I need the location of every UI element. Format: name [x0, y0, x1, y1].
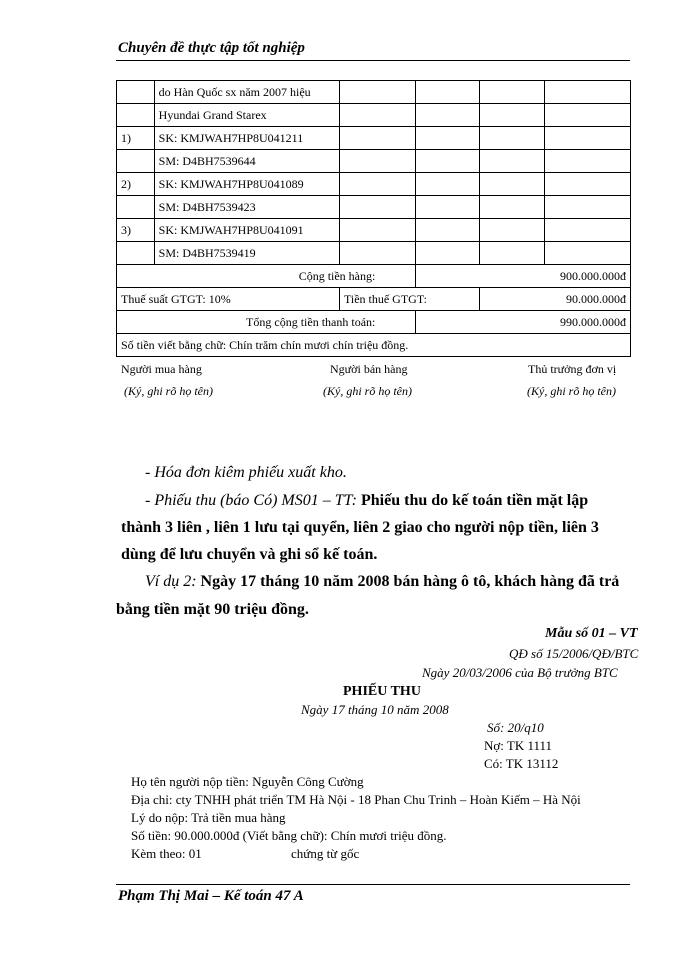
buyer-sign-note: (Ký, ghi rõ họ tên): [124, 384, 213, 398]
receipt-desc-3: dùng để lưu chuyển và ghi sổ kế toán.: [121, 546, 378, 563]
receipt-attached-docs: chứng từ gốc: [291, 846, 360, 861]
total-value: 990.000.000đ: [416, 311, 631, 334]
receipt-form-number: Mẫu số 01 – VT: [545, 626, 638, 641]
empty-cell: [416, 81, 480, 104]
empty-cell: [545, 242, 631, 265]
receipt-title: PHIẾU THU: [343, 684, 421, 699]
empty-cell: [416, 104, 480, 127]
in-words-row: [117, 334, 631, 357]
item-description-cell: do Hàn Quốc sx năm 2007 hiệu: [154, 81, 339, 104]
empty-cell: [545, 173, 631, 196]
item-number-cell: 3): [117, 219, 155, 242]
item-description-cell: SK: KMJWAH7HP8U041211: [154, 127, 339, 150]
receipt-reason: Lý do nộp: Trả tiền mua hàng: [131, 810, 286, 825]
head-label: Thủ trưởng đơn vị: [528, 362, 617, 376]
empty-cell: [480, 104, 545, 127]
subtotal-label: Cộng tiền hàng:: [117, 265, 416, 288]
receipt-credit-account: Có: TK 13112: [484, 756, 559, 771]
table-row: [117, 150, 631, 173]
item-description-cell: Hyundai Grand Starex: [154, 104, 339, 127]
subtotal-value: 900.000.000đ: [416, 265, 631, 288]
empty-cell: [480, 127, 545, 150]
item-number-cell: 2): [117, 173, 155, 196]
empty-cell: [339, 150, 415, 173]
empty-cell: [339, 127, 415, 150]
receipt-desc-1: Phiếu thu do kế toán tiền mặt lập: [357, 492, 589, 509]
page-footer-author: Phạm Thị Mai – Kế toán 47 A: [118, 888, 304, 904]
empty-cell: [416, 196, 480, 219]
empty-cell: [545, 104, 631, 127]
head-sign-note: (Ký, ghi rõ họ tên): [527, 384, 616, 398]
paragraph-invoice-type: - Hóa đơn kiêm phiếu xuất kho.: [145, 464, 347, 481]
seller-label: Người bán hàng: [330, 362, 408, 376]
paragraph-receipt-line1: [145, 488, 588, 514]
table-row: [117, 242, 631, 265]
example-text-1: Ngày 17 tháng 10 năm 2008 bán hàng ô tô, khách hàng đã trả: [196, 573, 620, 590]
receipt-decision: QĐ số 15/2006/QĐ/BTC: [509, 646, 639, 661]
receipt-decision-date: Ngày 20/03/2006 của Bộ trưởng BTC: [422, 665, 618, 680]
empty-cell: [545, 127, 631, 150]
item-number-cell: [117, 104, 155, 127]
empty-cell: [480, 150, 545, 173]
receipt-payer: Họ tên người nộp tiền: Nguyễn Công Cường: [131, 774, 364, 789]
vat-row: [117, 288, 631, 311]
table-row: [117, 81, 631, 104]
amount-in-words: Số tiền viết bằng chữ: Chín trăm chín mươi chín triệu đồng.: [117, 334, 631, 357]
receipt-desc-2: thành 3 liên , liên 1 lưu tại quyển, liên 2 giao cho người nộp tiền, liên 3: [121, 519, 599, 536]
empty-cell: [545, 81, 631, 104]
item-description-cell: SK: KMJWAH7HP8U041089: [154, 173, 339, 196]
receipt-attached: Kèm theo: 01: [131, 846, 202, 861]
receipt-debit-account: Nợ: TK 1111: [484, 738, 553, 753]
example-text-2: bằng tiền mặt 90 triệu đồng.: [116, 601, 309, 618]
empty-cell: [545, 196, 631, 219]
empty-cell: [545, 150, 631, 173]
page-header-title: Chuyên đề thực tập tốt nghiệp: [118, 40, 305, 56]
subtotal-row: [117, 265, 631, 288]
empty-cell: [416, 219, 480, 242]
empty-cell: [545, 219, 631, 242]
receipt-amount: Số tiền: 90.000.000đ (Viết bằng chữ): Chín mươi triệu đồng.: [131, 828, 447, 843]
receipt-form-ref: - Phiếu thu (báo Có) MS01 – TT:: [145, 492, 357, 509]
empty-cell: [480, 242, 545, 265]
receipt-date: Ngày 17 tháng 10 năm 2008: [301, 702, 449, 717]
empty-cell: [339, 81, 415, 104]
item-description-cell: SM: D4BH7539423: [154, 196, 339, 219]
seller-sign-note: (Ký, ghi rõ họ tên): [323, 384, 412, 398]
buyer-label: Người mua hàng: [121, 362, 202, 376]
table-row: [117, 127, 631, 150]
table-row: [117, 104, 631, 127]
empty-cell: [480, 219, 545, 242]
empty-cell: [416, 127, 480, 150]
empty-cell: [416, 242, 480, 265]
empty-cell: [480, 81, 545, 104]
example-label: Ví dụ 2:: [145, 573, 197, 590]
empty-cell: [480, 173, 545, 196]
empty-cell: [416, 150, 480, 173]
item-number-cell: [117, 150, 155, 173]
vat-rate-label: Thuế suất GTGT: 10%: [117, 288, 340, 311]
item-description-cell: SM: D4BH7539419: [154, 242, 339, 265]
header-divider: [116, 60, 630, 61]
empty-cell: [416, 173, 480, 196]
item-number-cell: [117, 242, 155, 265]
total-row: [117, 311, 631, 334]
vat-amount-label: Tiền thuế GTGT:: [339, 288, 479, 311]
receipt-number: Số: 20/q10: [487, 720, 544, 735]
table-row: [117, 173, 631, 196]
item-description-cell: SM: D4BH7539644: [154, 150, 339, 173]
item-number-cell: [117, 196, 155, 219]
empty-cell: [339, 196, 415, 219]
empty-cell: [339, 219, 415, 242]
empty-cell: [339, 242, 415, 265]
table-row: [117, 196, 631, 219]
empty-cell: [339, 173, 415, 196]
item-number-cell: [117, 81, 155, 104]
footer-divider: [116, 884, 630, 885]
item-number-cell: 1): [117, 127, 155, 150]
empty-cell: [339, 104, 415, 127]
table-row: [117, 219, 631, 242]
invoice-table: [116, 80, 631, 357]
empty-cell: [480, 196, 545, 219]
item-description-cell: SK: KMJWAH7HP8U041091: [154, 219, 339, 242]
receipt-address: Địa chỉ: cty TNHH phát triển TM Hà Nội - 18 Phan Chu Trinh – Hoàn Kiếm – Hà Nội: [131, 792, 581, 807]
total-label: Tổng cộng tiền thanh toán:: [117, 311, 416, 334]
vat-amount-value: 90.000.000đ: [480, 288, 631, 311]
example-line1: [145, 569, 619, 595]
